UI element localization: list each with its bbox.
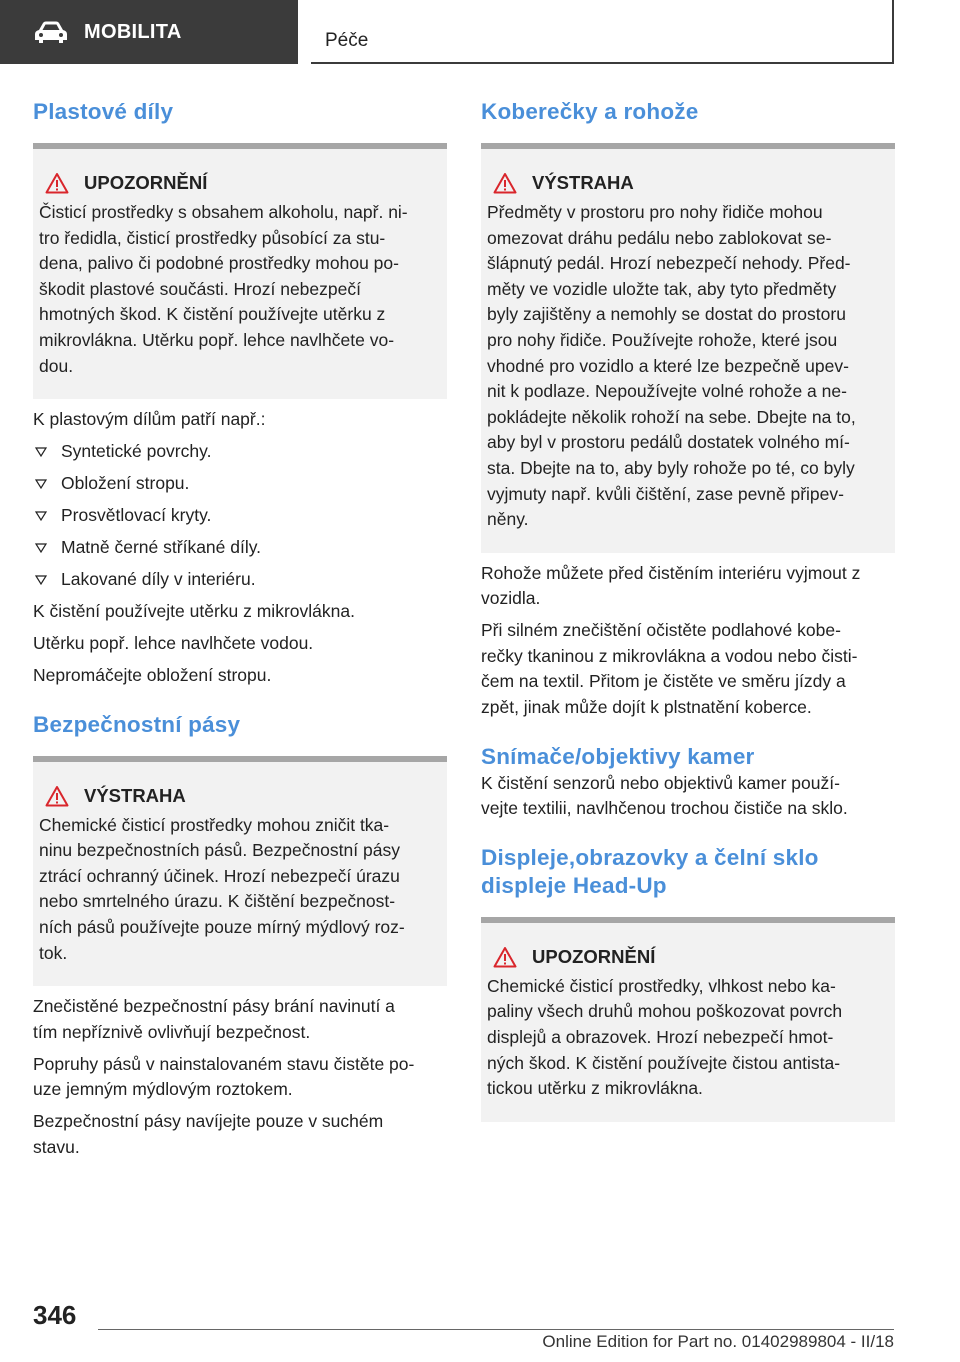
warning-box-seat-belts xyxy=(33,756,447,987)
triangle-bullet-icon xyxy=(35,447,47,457)
subsection-title: Péče xyxy=(325,30,369,51)
caution-title: UPOZORNĚNÍ xyxy=(39,171,439,195)
warning-box-floor-mats xyxy=(481,143,895,553)
paragraph: Popruhy pásů v nainstalovaném stavu čistěte po- uze jemným mýdlovým roztokem. xyxy=(33,1053,415,1100)
warning-text: Chemické čisticí prostředky mohou zničit tka- ninu bezpečnostních pásů. Bezpečnostní pásy ztrácí ochranný účinek. Hrozí nebezpečí úrazu nebo smrtelného úrazu. K čištění bezpečnost- ních pásů používejte pouze mírný mýdlový roz- tok. xyxy=(39,814,405,963)
paragraph: Bezpečnostní pásy navíjejte pouze v suchém stavu. xyxy=(33,1111,384,1157)
left-column xyxy=(33,98,447,1161)
paragraph: Znečistěné bezpečnostní pásy brání navinutí a tím nepříznivě ovlivňují bezpečnost. xyxy=(33,996,395,1042)
list-item: Prosvětlovací kryty. xyxy=(33,503,447,529)
section-title-cameras: Snímače/objektivy kamer xyxy=(481,743,755,769)
page-number: 346 xyxy=(33,1300,77,1330)
warning-title: VÝSTRAHA xyxy=(487,171,887,195)
caution-box-displays xyxy=(481,917,895,1122)
triangle-bullet-icon xyxy=(35,575,47,585)
paragraph: K čistění senzorů nebo objektivů kamer použí- vejte textilii, navlhčenou trochou čističe na sklo. xyxy=(481,772,848,819)
list-item: Syntetické povrchy. xyxy=(33,439,447,465)
warning-triangle-icon xyxy=(493,172,517,194)
paragraph: Nepromáčejte obložení stropu. xyxy=(33,665,272,686)
chapter-title: MOBILITA xyxy=(84,20,182,43)
paragraph: K plastovým dílům patří např.: xyxy=(33,409,266,430)
paragraph: Rohože můžete před čistěním interiéru vyjmout z vozidla. xyxy=(481,562,861,609)
car-icon xyxy=(34,20,68,44)
caution-text: Chemické čisticí prostředky, vlhkost nebo ka- paliny všech druhů mohou poškozovat povrch displejů a obrazovek. Hrozí nebezpečí hmot- ných škod. K čistění používejte čistou antista- tickou utěrku z mikrovlákna. xyxy=(487,975,843,1099)
section-title-floor-mats: Koberečky a rohože xyxy=(481,99,699,124)
footer-divider xyxy=(98,1329,894,1330)
triangle-bullet-icon xyxy=(35,479,47,489)
right-column xyxy=(481,98,895,1122)
triangle-bullet-icon xyxy=(35,543,47,553)
section-title-seat-belts: Bezpečnostní pásy xyxy=(33,711,241,737)
caution-box-plastic xyxy=(33,143,447,399)
warning-triangle-icon xyxy=(493,946,517,968)
list-item: Matně černé stříkané díly. xyxy=(33,535,447,561)
warning-triangle-icon xyxy=(45,172,69,194)
caution-title: UPOZORNĚNÍ xyxy=(487,945,887,969)
paragraph: Utěrku popř. lehce navlhčete vodou. xyxy=(33,633,314,654)
paragraph: K čistění používejte utěrku z mikrovlákna. xyxy=(33,601,355,622)
warning-text: Předměty v prostoru pro nohy řidiče mohou omezovat dráhu pedálu nebo zablokovat se- šlápnutý pedál. Hrozí nebezpečí nehody. Před- měty ve vozidle uložte tak, aby tyto předměty byly zajištěny a nemohly se dostat do prostoru pro nohy řidiče. Používejte rohože, které jsou vhodné pro vozidlo a které lze bezpečně upev- nit k podlaze. Nepoužívejte volné rohože a ne- pokládejte několik rohoží na sebe. Dbejte na to, aby byl v prostoru pedálů dostatek volného mí- sta. Dbejte na to, aby byly rohože po té, co byly vyjmuty např. kvůli čištění, zase pevně připev- něny. xyxy=(487,202,856,530)
section-title-displays: Displeje,obrazovky a čelní sklo displeje Head-Up xyxy=(481,844,819,898)
list-item: Lakované díly v interiéru. xyxy=(33,567,447,593)
chapter-tab xyxy=(0,0,298,64)
paragraph: Při silném znečištění očistěte podlahové kobe- rečky tkaninou z mikrovlákna a vodou nebo čisti- čem na textil. Přitom je čistěte ve směru jízdy a zpět, jinak může dojít k plstnatění koberce. xyxy=(481,620,858,718)
edition-note: Online Edition for Part no. 01402989804 - II/18 xyxy=(542,1332,894,1351)
subsection-tab xyxy=(311,0,894,64)
list-item: Obložení stropu. xyxy=(33,471,447,497)
warning-triangle-icon xyxy=(45,785,69,807)
section-title-plastic-parts: Plastové díly xyxy=(33,99,174,124)
plastic-parts-list xyxy=(33,439,447,593)
warning-title: VÝSTRAHA xyxy=(39,784,439,808)
triangle-bullet-icon xyxy=(35,511,47,521)
caution-text: Čisticí prostředky s obsahem alkoholu, např. ni- tro ředidla, čisticí prostředky působící za stu- dena, palivo či podobné prostředky mohou po- škodit plastové součásti. Hrozí nebezpečí hmotných škod. K čistění používejte utěrku z mikrovlákna. Utěrku popř. lehce navlhčete vo- dou. xyxy=(39,202,408,376)
